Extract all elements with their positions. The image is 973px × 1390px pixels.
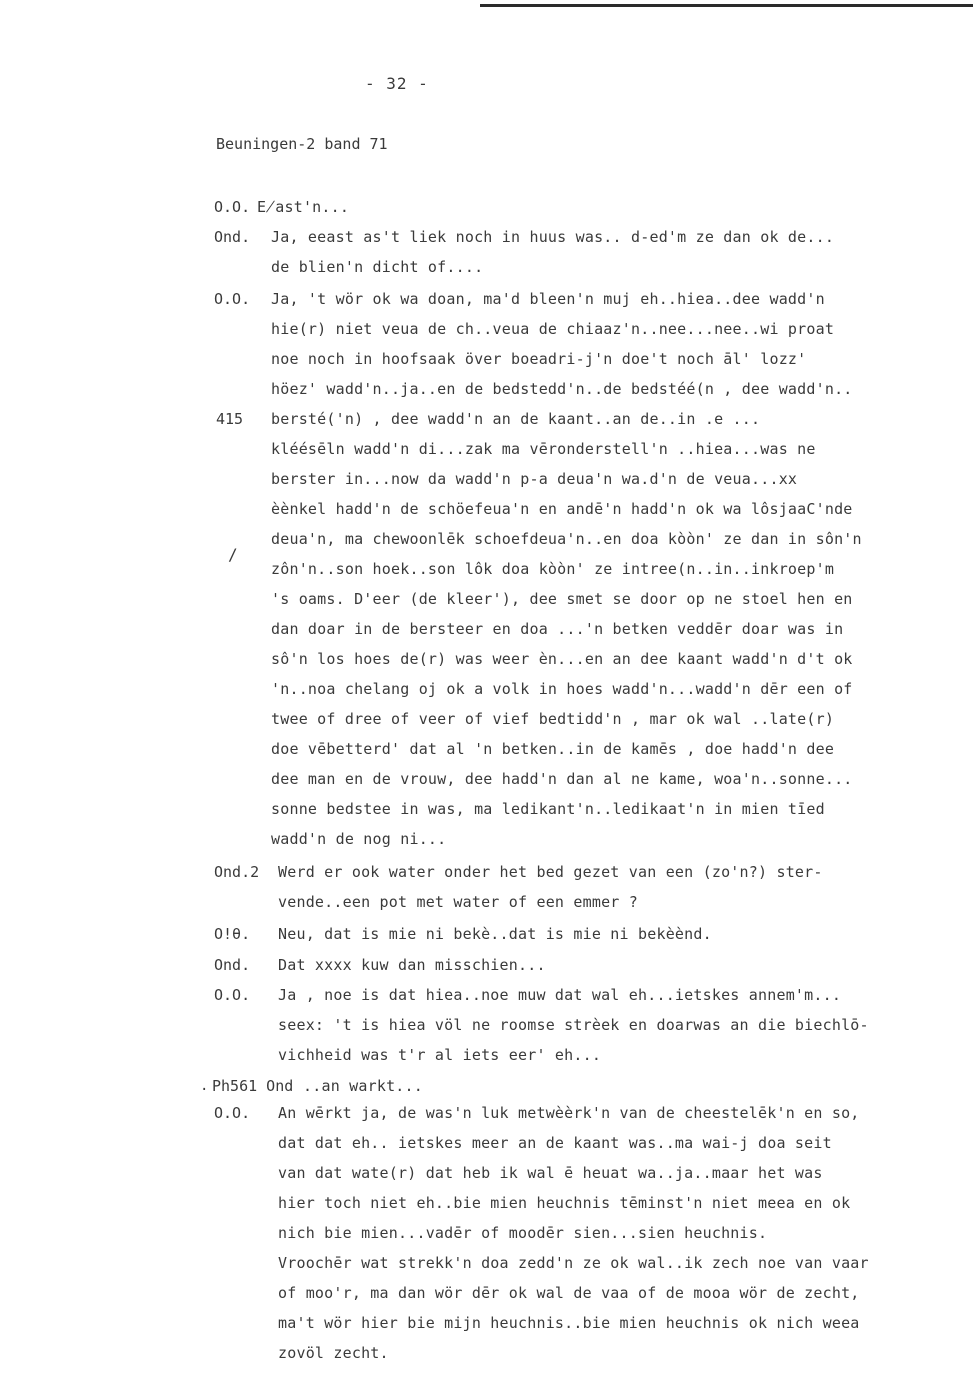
margin-bar-mark: / [228, 545, 238, 564]
speaker-label: Ond. [214, 956, 251, 974]
speaker-label: O!θ. [214, 925, 251, 943]
transcript-line: twee of dree of veer of vief bedtidd'n , mar ok wal ..late(r) [271, 710, 835, 728]
transcript-line: sô'n los hoes de(r) was weer èn...en an dee kaant wadd'n d't ok [271, 650, 853, 668]
margin-dot-mark: . [200, 1078, 209, 1094]
transcript-line: zôn'n..son hoek..son lôk doa kòòn' ze intree(n..in..inkroep'm [271, 560, 835, 578]
top-rule [480, 4, 973, 7]
speaker-label: O.O. [214, 986, 251, 1004]
transcript-line: bersté('n) , dee wadd'n an de kaant..an de..in .e ... [271, 410, 761, 428]
transcript-line: of moo'r, ma dan wör dēr ok wal de vaa of de mooa wör de zecht, [278, 1284, 860, 1302]
transcript-line: van dat wate(r) dat heb ik wal ē heuat wa..ja..maar het was [278, 1164, 823, 1182]
transcript-line: Ja, 't wör ok wa doan, ma'd bleen'n muj eh..hiea..dee wadd'n [271, 290, 825, 308]
transcript-line: Dat xxxx kuw dan misschien... [278, 956, 546, 974]
page-number: - 32 - [365, 74, 429, 93]
transcript-line: höez' wadd'n..ja..en de bedstedd'n..de bedstéé(n , dee wadd'n.. [271, 380, 853, 398]
transcript-line: noe noch in hoofsaak över boeadri-j'n doe't noch āl' lozz' [271, 350, 807, 368]
transcript-line: sonne bedstee in was, ma ledikant'n..ledikaat'n in mien tīed [271, 800, 825, 818]
transcript-line: hier toch niet eh..bie mien heuchnis tēminst'n niet meea en ok [278, 1194, 851, 1212]
transcript-line: èènkel hadd'n de schöefeua'n en andē'n hadd'n ok wa lôsjaaC'nde [271, 500, 853, 518]
margin-line-number: 415 [216, 410, 244, 428]
transcript-line: kléésēln wadd'n di...zak ma vēronderstell'n ..hiea...was ne [271, 440, 816, 458]
document-header: Beuningen-2 band 71 [216, 135, 388, 153]
transcript-line: ..an warkt... [303, 1077, 423, 1095]
transcript-line: seex: 't is hiea völ ne roomse strèek en doarwas an die biechlō- [278, 1016, 869, 1034]
transcript-line: zovöl zecht. [278, 1344, 389, 1362]
transcript-line: doe vēbetterd' dat al 'n betken..in de kamēs , doe hadd'n dee [271, 740, 835, 758]
transcript-line: dat dat eh.. ietskes meer an de kaant was..ma wai-j doa seit [278, 1134, 832, 1152]
transcript-line: Werd er ook water onder het bed gezet van een (zo'n?) ster- [278, 863, 823, 881]
transcript-line: vende..een pot met water of een emmer ? [278, 893, 638, 911]
transcript-line: dan doar in de bersteer en doa ...'n betken veddēr doar was in [271, 620, 844, 638]
transcript-line: Vroochēr wat strekk'n doa zedd'n ze ok wal..ik zech noe van vaar [278, 1254, 869, 1272]
transcript-line: nich bie mien...vadēr of moodēr sien...sien heuchnis. [278, 1224, 768, 1242]
transcript-line: berster in...now da wadd'n p-a deua'n wa.d'n de veua...xx [271, 470, 798, 488]
transcript-line: de blien'n dicht of.... [271, 258, 484, 276]
speaker-label: Ph561 Ond [212, 1077, 294, 1095]
transcript-line: Ja , noe is dat hiea..noe muw dat wal eh...ietskes annem'm... [278, 986, 842, 1004]
transcript-line: vichheid was t'r al iets eer' eh... [278, 1046, 602, 1064]
transcript-line: Neu, dat is mie ni bekè..dat is mie ni bekèènd. [278, 925, 712, 943]
speaker-label: O.O. [214, 290, 251, 308]
speaker-label: O.O. [214, 198, 251, 216]
transcript-line: An wērkt ja, de was'n luk metwèèrk'n van de cheestelēk'n en so, [278, 1104, 860, 1122]
transcript-line: wadd'n de nog ni... [271, 830, 447, 848]
transcript-line: Ja, eeast as't liek noch in huus was.. d-ed'm ze dan ok de... [271, 228, 835, 246]
transcript-line: 's oams. D'eer (de kleer'), dee smet se door op ne stoel hen en [271, 590, 853, 608]
speaker-label: O.O. [214, 1104, 251, 1122]
transcript-line: dee man en de vrouw, dee hadd'n dan al ne kame, woa'n..sonne... [271, 770, 853, 788]
transcript-line: hie(r) niet veua de ch..veua de chiaaz'n..nee...nee..wi proat [271, 320, 835, 338]
transcript-line: 'n..noa chelang oj ok a volk in hoes wadd'n...wadd'n dēr een of [271, 680, 853, 698]
speaker-label: Ond. [214, 228, 251, 246]
transcript-line: deua'n, ma chewoonlēk schoefdeua'n..en doa kòòn' ze dan in sôn'n [271, 530, 862, 548]
transcript-line: ma't wör hier bie mijn heuchnis..bie mien heuchnis ok nich weea [278, 1314, 860, 1332]
transcript-line: E̸ast'n... [257, 198, 350, 216]
speaker-label: Ond.2 [214, 863, 260, 881]
